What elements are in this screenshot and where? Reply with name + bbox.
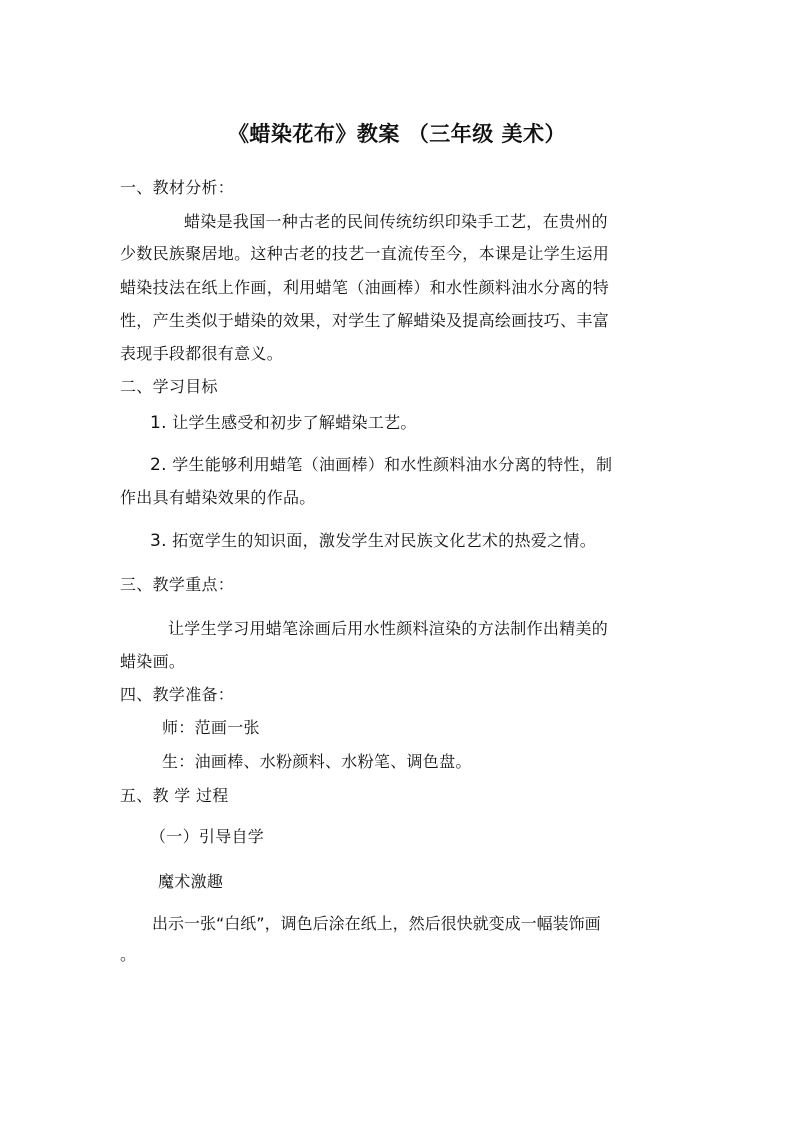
section-heading-analysis: 一、教材分析：	[120, 178, 235, 197]
goal-3	[150, 531, 710, 551]
prep-student: 生：油画棒、水粉颜料、水粉笔、调色盘。	[162, 752, 472, 771]
document-title: 《蜡染花布》教案 （三年级 美术）	[227, 122, 567, 146]
focus-line-1: 让学生学习用蜡笔涂画后用水性颜料渲染的方法制作出精美的	[168, 619, 609, 638]
prep-teacher: 师：范画一张	[162, 718, 260, 737]
goal-2-text: 学生能够利用蜡笔（油画棒）和水性颜料油水分离的特性，制	[172, 455, 613, 474]
goal-1-text: 让学生感受和初步了解蜡染工艺。	[172, 413, 417, 432]
goal-1-number: 1.	[150, 413, 167, 433]
goal-2-continued: 作出具有蜡染效果的作品。	[120, 488, 316, 507]
section-heading-process: 五、教 学 过程	[120, 786, 229, 805]
section-heading-preparation: 四、教学准备：	[120, 685, 235, 704]
process-sub-title: 魔术激趣	[158, 872, 224, 891]
process-line-1: 出示一张“白纸”，调色后涂在纸上，然后很快就变成一幅装饰画	[152, 914, 601, 933]
section-heading-focus: 三、教学重点：	[120, 575, 235, 594]
goal-3-text: 拓宽学生的知识面，激发学生对民族文化艺术的热爱之情。	[172, 531, 597, 550]
analysis-line-2: 少数民族聚居地。这种古老的技艺一直流传至今，本课是让学生运用	[120, 244, 610, 263]
goal-2-number: 2.	[150, 455, 167, 475]
goal-1	[150, 413, 710, 433]
analysis-line-3: 蜡染技法在纸上作画，利用蜡笔（油画棒）和水性颜料油水分离的特	[120, 278, 610, 297]
process-line-2: 。	[120, 945, 137, 964]
process-sub-guide: （一）引导自学	[150, 827, 265, 846]
section-heading-goals: 二、学习目标	[120, 377, 218, 396]
goal-2	[150, 455, 710, 475]
focus-line-2: 蜡染画。	[120, 652, 186, 671]
goal-3-number: 3.	[150, 531, 167, 551]
analysis-line-5: 表现手段都很有意义。	[120, 344, 284, 363]
analysis-line-1: 蜡染是我国一种古老的民间传统纺织印染手工艺，在贵州的	[184, 212, 608, 231]
analysis-line-4: 性，产生类似于蜡染的效果，对学生了解蜡染及提高绘画技巧、丰富	[120, 311, 610, 330]
